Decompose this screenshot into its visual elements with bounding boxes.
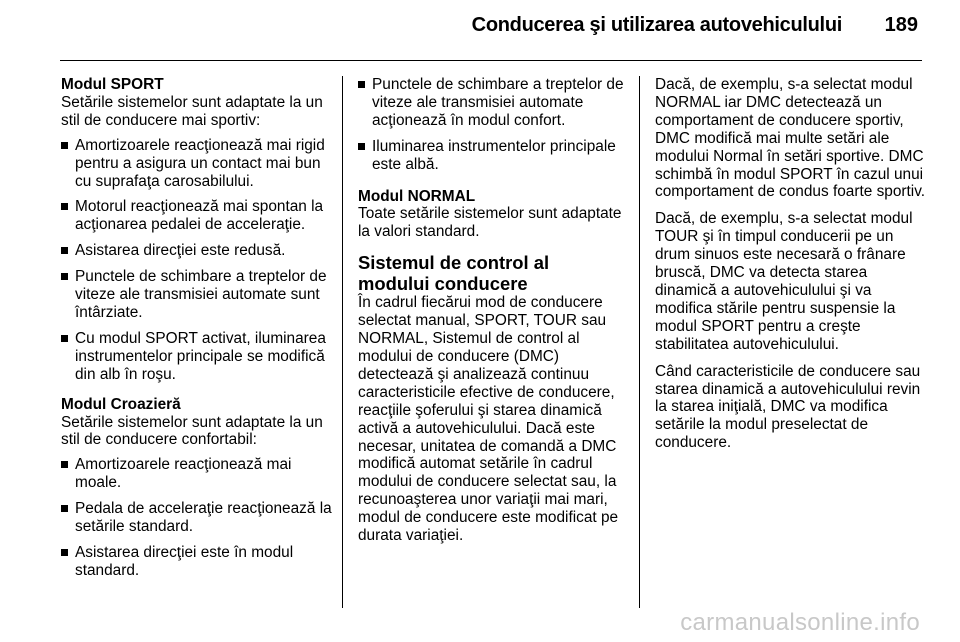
cruise-mode-heading: Modul Croazieră xyxy=(61,395,181,413)
normal-mode-text: Toate setările sistemelor sunt adaptate la valori standard. xyxy=(358,205,622,241)
list-item: Cu modul SPORT activat, iluminarea instrumentelor principale se modifică din alb în roşu. xyxy=(61,330,336,384)
list-item: Iluminarea instrumentelor principale este albă. xyxy=(358,138,624,174)
dmc-paragraph-2: Dacă, de exemplu, s-a selectat modul TOUR şi în timpul conducerii pe un drum sinuos este necesară o frânare bruscă, DMC va detecta starea dinamică a autovehiculului şi va modifica stările pentru suspensie la modul SPORT pentru a creşte stabilitatea autovehiculului. xyxy=(655,210,913,353)
cruise-mode-section xyxy=(61,396,336,580)
list-item: Motorul reacţionează mai spontan la acţionarea pedalei de acceleraţie. xyxy=(61,198,336,234)
list-item: Amortizoarele reacţionează mai moale. xyxy=(61,456,336,492)
sport-mode-intro: Setările sistemelor sunt adaptate la un stil de conducere mai sportiv: xyxy=(61,93,323,129)
sport-mode-section xyxy=(61,76,336,384)
sport-mode-heading: Modul SPORT xyxy=(61,76,164,93)
column-divider-1 xyxy=(342,76,343,608)
dmc-paragraph-1: Dacă, de exemplu, s-a selectat modul NORMAL iar DMC detectează un comportament de conducere sportiv, DMC modifică mai multe setări ale modului Normal în setări sportive. DMC schimbă în modul SPORT în cazul unui comportament de condus foarte sportiv. xyxy=(655,76,926,201)
drive-mode-control-heading: Sistemul de control al modului conducere xyxy=(358,252,550,294)
sport-mode-list xyxy=(61,137,336,384)
page-title: Conducerea şi utilizarea autovehiculului xyxy=(471,14,842,36)
column-1 xyxy=(61,76,336,592)
normal-mode-section xyxy=(358,188,624,242)
cruise-mode-list-continued xyxy=(358,76,624,174)
list-item: Asistarea direcţiei este redusă. xyxy=(61,242,336,260)
list-item: Punctele de schimbare a treptelor de viteze ale transmisiei automate acţionează în modul confort. xyxy=(358,76,624,130)
header-divider xyxy=(60,60,922,61)
watermark: carmanualsonline.info xyxy=(680,609,920,636)
dmc-paragraph-3: Când caracteristicile de conducere sau starea dinamică a autovehiculului revin la starea iniţială, DMC va modifica setările la modul preselectat de conducere. xyxy=(655,362,921,452)
column-divider-2 xyxy=(639,76,640,608)
list-item: Punctele de schimbare a treptelor de viteze ale transmisiei automate sunt întârziate. xyxy=(61,268,336,322)
page-number: 189 xyxy=(884,14,918,36)
drive-mode-control-section xyxy=(358,253,624,545)
list-item: Asistarea direcţiei este în modul standard. xyxy=(61,544,336,580)
list-item: Amortizoarele reacţionează mai rigid pentru a asigura un contact mai bun cu suprafaţa carosabilului. xyxy=(61,137,336,191)
cruise-mode-intro: Setările sistemelor sunt adaptate la un stil de conducere confortabil: xyxy=(61,413,323,449)
normal-mode-heading: Modul NORMAL xyxy=(358,187,476,205)
column-3 xyxy=(655,76,930,461)
column-2 xyxy=(358,76,624,557)
cruise-mode-list xyxy=(61,456,336,579)
drive-mode-control-text: În cadrul fiecărui mod de conducere selectat manual, SPORT, TOUR sau NORMAL, Sistemul de control al modului de conducere (DMC) detectează şi analizează continuu caracteristicile efective de conducere, reacţiile şoferului şi starea dinamică activă a autovehiculului. Dacă este necesar, unitatea de comandă a DMC modifică automat setările în cadrul modului de conducere selectat sau, la recunoaşterea unor variaţii mai mari, modul de conducere este modificat pe durata variaţiei. xyxy=(358,294,619,545)
list-item: Pedala de acceleraţie reacţionează la setările standard. xyxy=(61,500,336,536)
